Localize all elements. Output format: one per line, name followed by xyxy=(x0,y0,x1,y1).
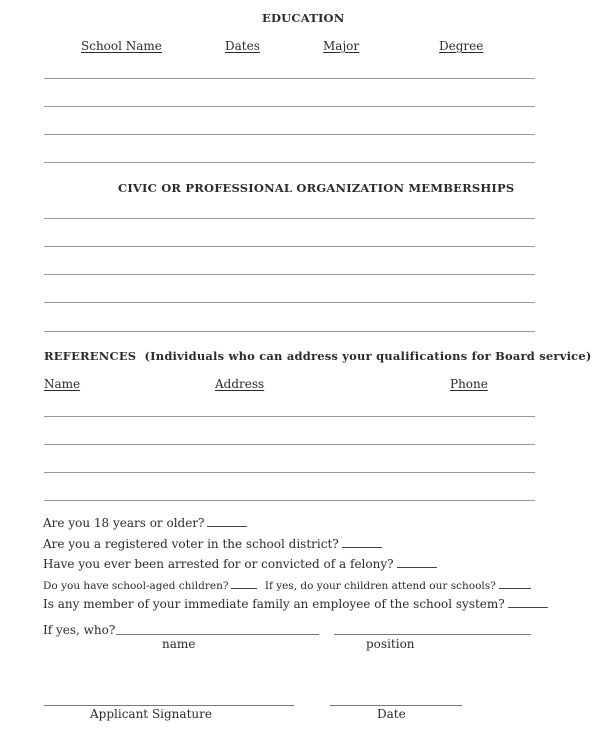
question-family-label: Is any member of your immediate family an employee of the school system? xyxy=(43,597,505,611)
question-felony-label: Have you ever been arrested for or convicted of a felony? xyxy=(43,557,394,571)
education-col-major: Major xyxy=(323,39,360,53)
civic-heading: CIVIC OR PROFESSIONAL ORGANIZATION MEMBERSHIPS xyxy=(118,181,515,195)
references-col-name: Name xyxy=(44,377,81,391)
education-col-school-name: School Name xyxy=(81,39,162,53)
applicant-signature-label: Applicant Signature xyxy=(90,707,212,721)
children-attend-answer-blank[interactable] xyxy=(499,578,531,589)
signature-date-line[interactable] xyxy=(330,705,462,706)
applicant-signature-line[interactable] xyxy=(44,705,294,706)
question-children-attend-label: If yes, do your children attend our schools? xyxy=(264,580,496,592)
age-answer-blank[interactable] xyxy=(207,516,247,527)
education-entry-line[interactable] xyxy=(44,78,535,79)
question-family xyxy=(43,597,548,611)
references-col-address: Address xyxy=(215,377,265,391)
reference-entry-line[interactable] xyxy=(44,416,535,417)
civic-entry-line[interactable] xyxy=(44,218,535,219)
question-age-label: Are you 18 years or older? xyxy=(43,516,205,530)
education-heading: EDUCATION xyxy=(262,11,345,25)
position-caption: position xyxy=(366,637,415,651)
reference-entry-line[interactable] xyxy=(44,444,535,445)
civic-entry-line[interactable] xyxy=(44,302,535,303)
family-member-name-line[interactable] xyxy=(116,634,319,635)
date-label: Date xyxy=(377,707,406,721)
question-voter-label: Are you a registered voter in the school district? xyxy=(43,537,339,551)
references-title: REFERENCES xyxy=(44,349,137,363)
question-voter xyxy=(43,537,382,551)
references-col-phone: Phone xyxy=(450,377,488,391)
reference-entry-line[interactable] xyxy=(44,500,535,501)
question-children-label: Do you have school-aged children? xyxy=(43,580,229,592)
references-subtitle: (Individuals who can address your qualifications for Board service) xyxy=(144,349,592,363)
civic-entry-line[interactable] xyxy=(44,246,535,247)
education-col-degree: Degree xyxy=(439,39,484,53)
education-entry-line[interactable] xyxy=(44,162,535,163)
family-answer-blank[interactable] xyxy=(508,597,548,608)
civic-entry-line[interactable] xyxy=(44,331,535,332)
question-children xyxy=(43,578,531,592)
name-caption: name xyxy=(162,637,196,651)
reference-entry-line[interactable] xyxy=(44,472,535,473)
education-col-dates: Dates xyxy=(225,39,260,53)
question-felony xyxy=(43,557,437,571)
children-answer-blank[interactable] xyxy=(231,578,257,589)
civic-entry-line[interactable] xyxy=(44,274,535,275)
education-entry-line[interactable] xyxy=(44,106,535,107)
family-member-position-line[interactable] xyxy=(334,634,531,635)
question-age xyxy=(43,516,247,530)
if-yes-who-label: If yes, who? xyxy=(43,623,116,637)
voter-answer-blank[interactable] xyxy=(342,537,382,548)
references-heading xyxy=(44,349,592,363)
felony-answer-blank[interactable] xyxy=(397,557,437,568)
education-entry-line[interactable] xyxy=(44,134,535,135)
